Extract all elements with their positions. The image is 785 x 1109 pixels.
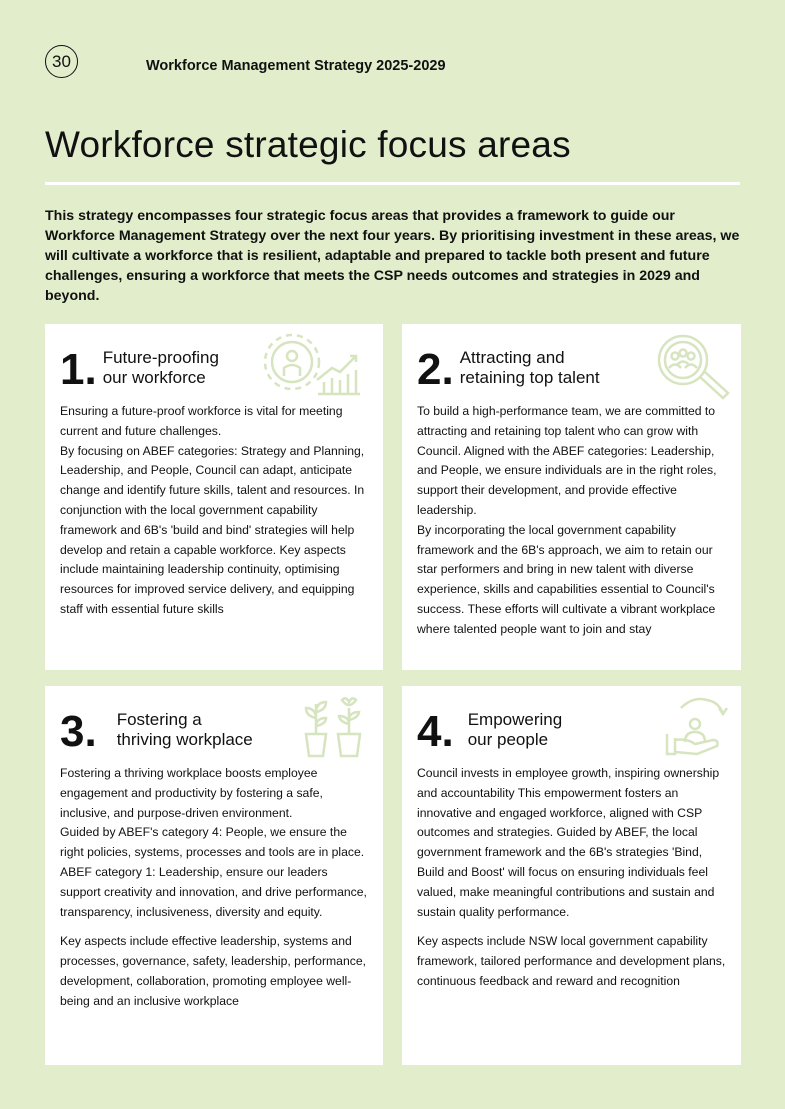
- card-number: 1.: [60, 345, 97, 394]
- card-header: [60, 342, 368, 394]
- card-paragraph: Guided by ABEF's category 4: People, we ensure the right policies, systems, processes and tools are in place. ABEF category 1: Leadership, ensure our leaders support creativity and innovation, and drive performance, transparency, inclusiveness, diversity and equity.: [60, 825, 367, 919]
- focus-area-card-1: [45, 324, 383, 670]
- card-title: [468, 710, 563, 752]
- card-number: 4.: [417, 707, 454, 756]
- focus-area-card-4: [402, 686, 741, 1065]
- card-number: 3.: [60, 707, 97, 756]
- card-title-line: Attracting and: [459, 348, 565, 367]
- card-paragraph: Key aspects include effective leadership, systems and processes, governance, safety, leadership, performance, development, collaboration, promoting employee well-being and an inclusive workplace: [60, 934, 366, 1008]
- intro-paragraph: This strategy encompasses four strategic focus areas that provides a framework to guide our Workforce Management Strategy over the next four years. By prioritising investment in these areas, we will cultivate a workforce that is resilient, adaptable and prepared to tackle both present and future challenges, ensuring a workforce that meets the CSP needs outcomes and strategies in 2029 and beyond.: [45, 208, 740, 304]
- card-paragraph: Fostering a thriving workplace boosts employee engagement and productivity by fostering a safe, inclusive, and purpose-driven environment.: [60, 766, 323, 820]
- card-title-line: retaining top talent: [459, 368, 600, 387]
- card-header: [417, 704, 726, 756]
- page-number: 30: [52, 51, 71, 71]
- card-title: [460, 348, 600, 390]
- card-paragraph: By focusing on ABEF categories: Strategy and Planning, Leadership, and People, Council can adapt, anticipate change and identify future skills, talent and resources. In conjunction with the local government capability framework and 6B's 'build and bind' strategies will help develop and retain a capable workforce. Key aspects include maintaining leadership continuity, optimising resources for improved service delivery, and equipping staff with essential future skills: [60, 443, 365, 616]
- card-title: [103, 348, 219, 390]
- card-paragraph: Council invests in employee growth, inspiring ownership and accountability This empowerment fosters an innovative and engaged workforce, aligned with CSP outcomes and strategies. Guided by ABEF, the local government framework and the 6B's strategies 'Bind, Build and Boost' will focus on ensuring individuals feel valued, make meaningful contributions and sustain and sustain quality performance.: [417, 766, 720, 919]
- card-title-line: thriving workplace: [116, 730, 253, 749]
- card-title-line: our workforce: [102, 368, 206, 387]
- card-title: [117, 710, 253, 752]
- page-heading: Workforce strategic focus areas: [45, 124, 571, 165]
- card-paragraph: Key aspects include NSW local government capability framework, tailored performance and development plans, continuous feedback and reward and recognition: [417, 934, 726, 988]
- card-body: [60, 402, 368, 620]
- heading-divider: [45, 182, 740, 185]
- hands-person-icon: [661, 694, 731, 758]
- card-body: [60, 764, 368, 1012]
- card-title-line: Empowering: [467, 710, 563, 729]
- card-paragraph: Ensuring a future-proof workforce is vital for meeting current and future challenges.: [60, 404, 343, 438]
- card-header: [417, 342, 726, 394]
- card-title-line: Future-proofing: [102, 348, 219, 367]
- card-body: [417, 402, 726, 640]
- potted-plants-icon: [302, 694, 366, 758]
- card-title-line: our people: [467, 730, 549, 749]
- page-number-badge: [45, 45, 78, 78]
- card-body: [417, 764, 726, 992]
- focus-area-card-3: [45, 686, 383, 1065]
- card-paragraph: To build a high-performance team, we are committed to attracting and retaining top talent who can grow with Council. Aligned with the ABEF categories: Leadership, and People, we ensure individuals are in the right roles, support their development, and provide effective leadership.: [417, 404, 717, 517]
- focus-area-card-2: [402, 324, 741, 670]
- magnifier-people-icon: [653, 332, 733, 402]
- card-header: [60, 704, 368, 756]
- document-title: Workforce Management Strategy 2025-2029: [146, 58, 446, 74]
- card-title-line: Fostering a: [116, 710, 202, 729]
- card-paragraph: By incorporating the local government capability framework and the 6B's approach, we aim to retain our star performers and bring in new talent with diverse experience, skills and capabilities essential to Council's success. These efforts will cultivate a vibrant workplace where talented people want to join and stay: [417, 522, 716, 636]
- card-number: 2.: [417, 345, 454, 394]
- gear-person-growth-chart-icon: [262, 332, 362, 396]
